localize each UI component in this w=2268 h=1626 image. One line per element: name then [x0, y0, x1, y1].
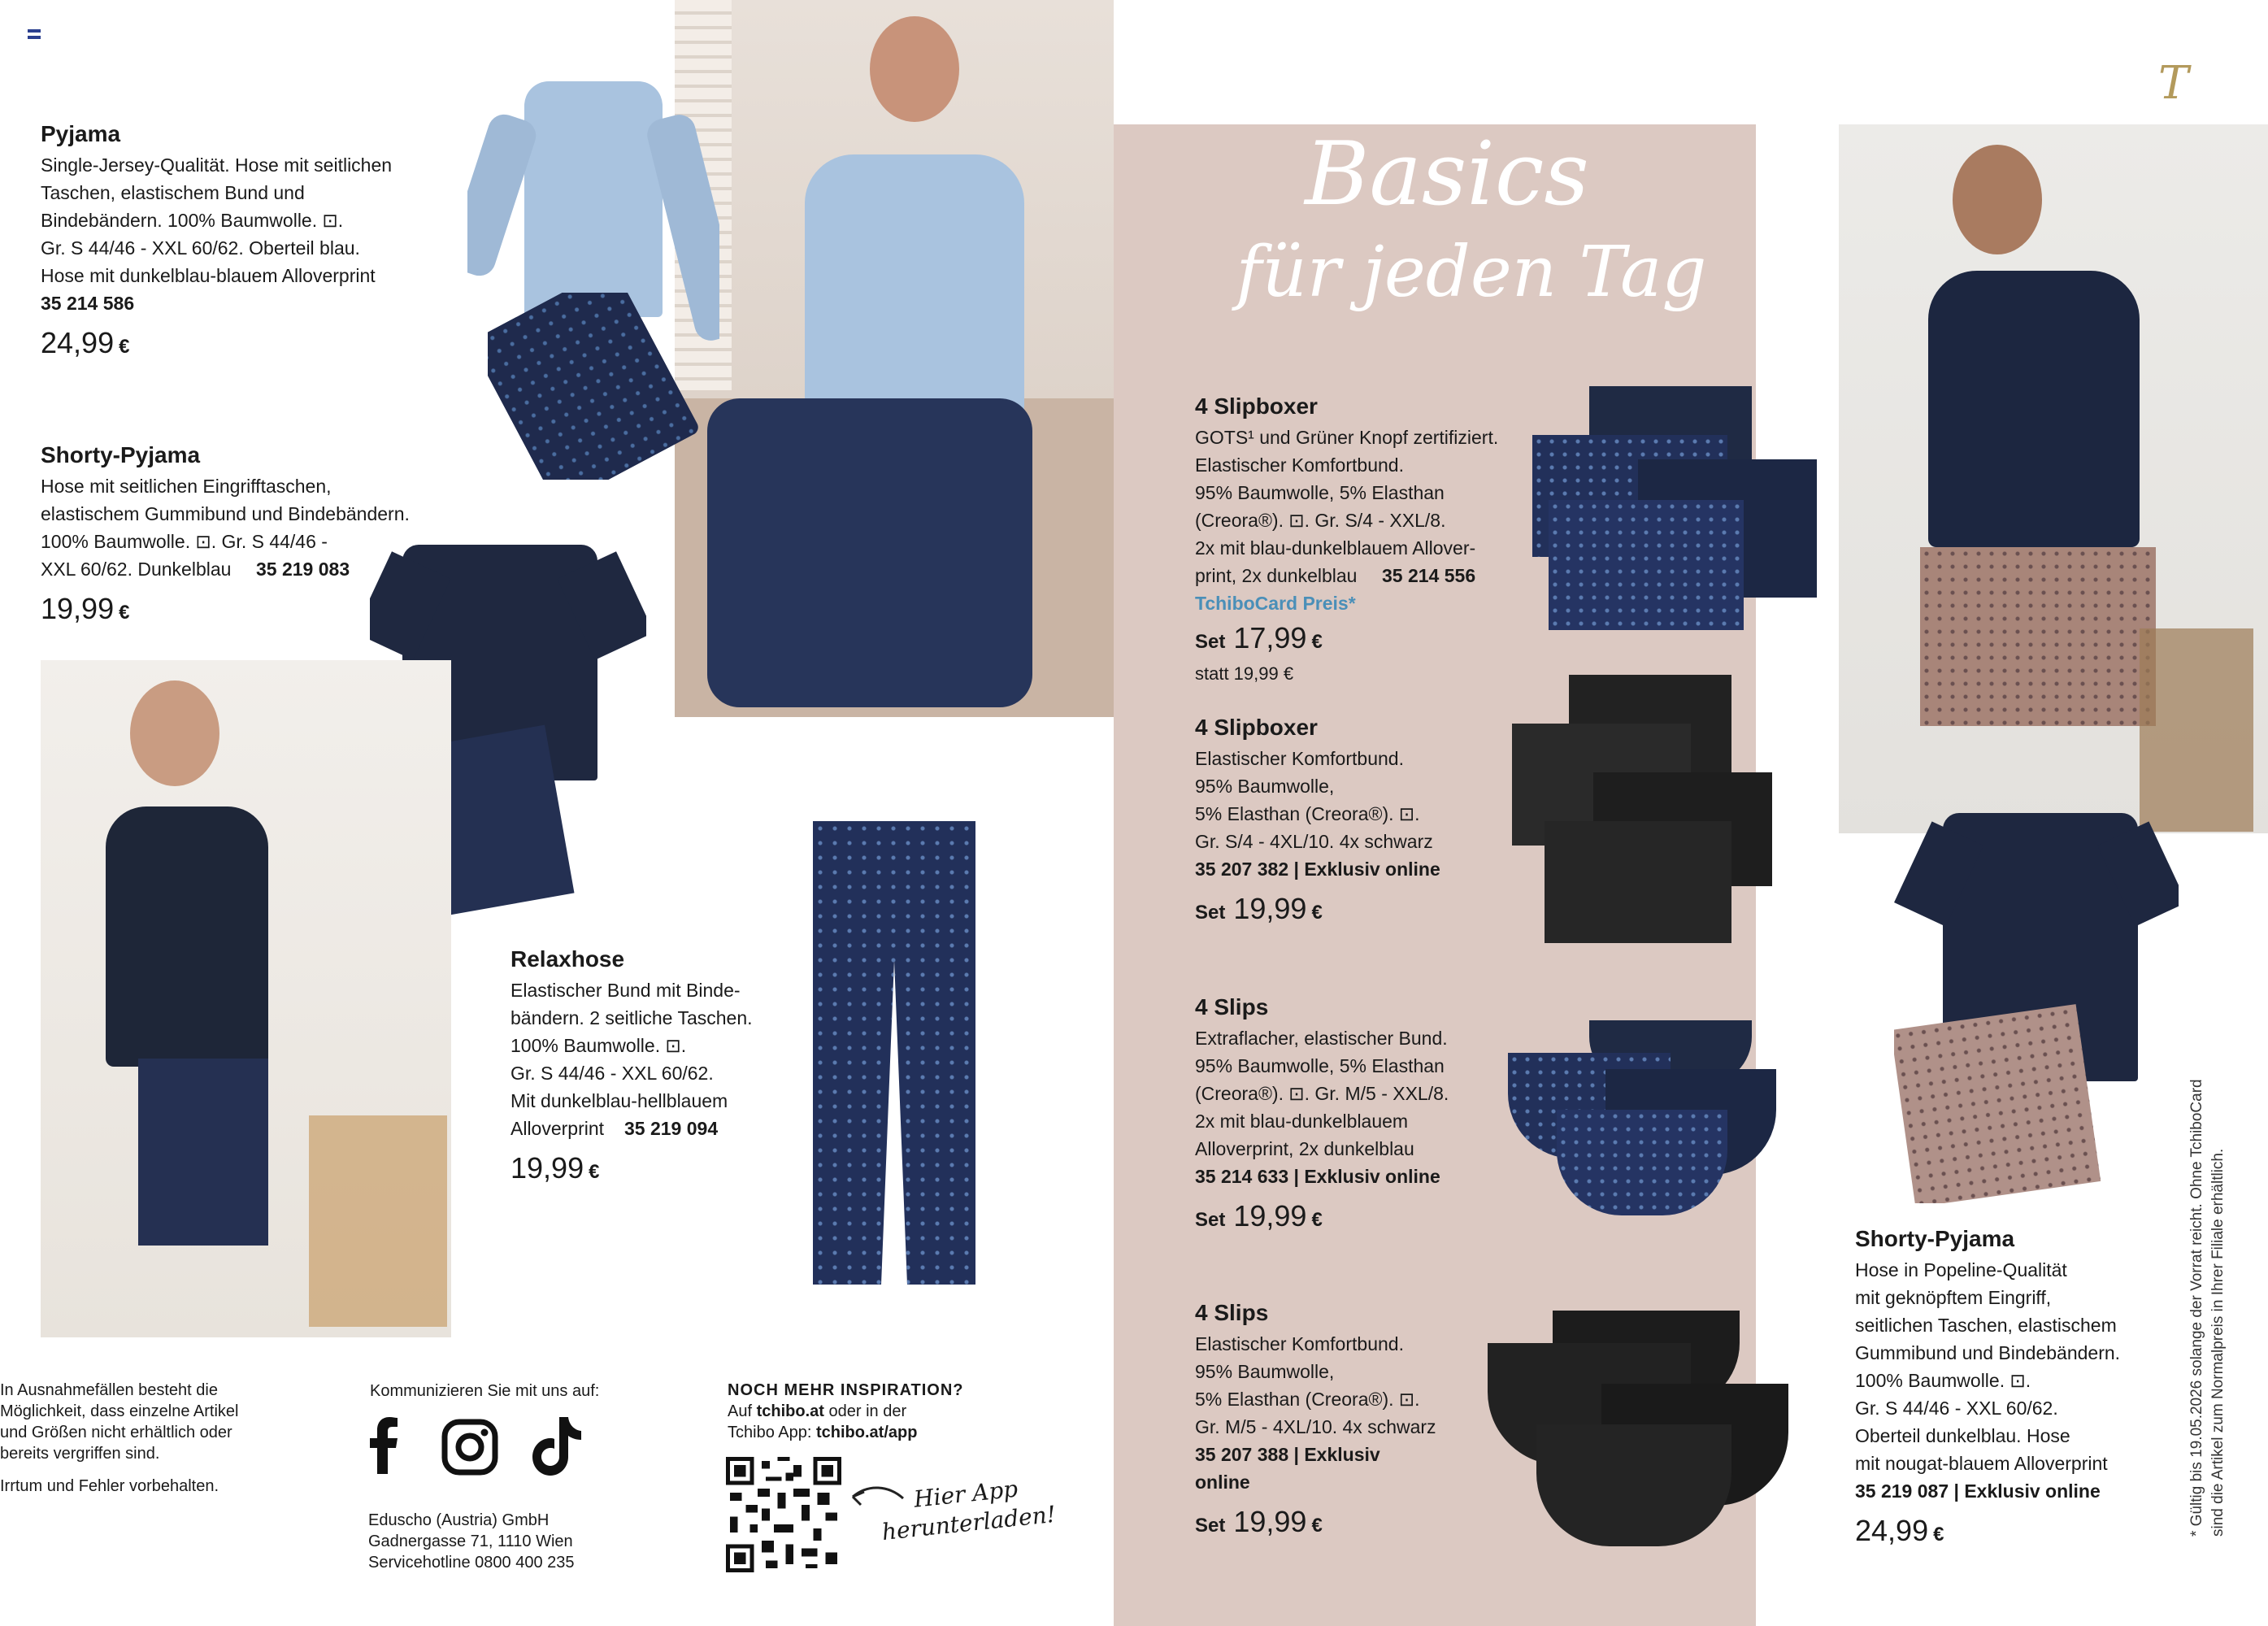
- photo-man-shorty-nougat: [1839, 124, 2268, 833]
- product-slipboxer-black: [1512, 675, 1772, 943]
- tchibocard-price-label: TchiboCard Preis*: [1195, 593, 1356, 614]
- product-title: 4 Slips: [1195, 1300, 1269, 1325]
- website-link[interactable]: tchibo.at: [756, 1402, 824, 1420]
- article-number: 35 207 388 | Exklusiv online: [1195, 1444, 1380, 1493]
- product-description: Elastischer Bund mit Binde- bändern. 2 seitliche Taschen. 100% Baumwolle. ⊡. Gr. S 44/46 - XXL 60/62. Mit dunkelblau-hellblauem Alloverprint: [511, 980, 753, 1139]
- product-description: Single-Jersey-Qualität. Hose mit seitlichen Taschen, elastischem Bund und Bindebändern. 100% Baumwolle. ⊡. Gr. S 44/46 - XXL 60/62. Oberteil blau. Hose mit dunkelblau-blauem Alloverprint: [41, 154, 393, 286]
- availability-disclaimer: In Ausnahmefällen besteht die Möglichkeit, dass einzelne Artikel und Größen nicht erhältlich oder bereits vergriffen sind.: [0, 1381, 239, 1463]
- product-slips-1: [1195, 993, 1520, 1240]
- product-description: Hose in Popeline-Qualität mit geknöpftem Eingriff, seitlichen Taschen, elastischem Gummibund und Bindebändern. 100% Baumwolle. ⊡. Gr. S 44/46 - XXL 60/62. Oberteil dunkelblau. Hose mit nougat-blauem Alloverprint: [1855, 1259, 2121, 1474]
- product-relaxhose: [805, 821, 984, 1285]
- product-shorty-pyjama-nougat: [1894, 813, 2179, 1203]
- product-title: 4 Slipboxer: [1195, 393, 1318, 419]
- inspiration-text: Auf tchibo.at oder in der Tchibo App: tchibo.at/app: [728, 1402, 918, 1441]
- article-number: 35 219 087 | Exklusiv online: [1855, 1480, 2101, 1502]
- product-description: Extraflacher, elastischer Bund. 95% Baumwolle, 5% Elasthan (Creora®). ⊡. Gr. M/5 - XXL/8. 2x mit blau-dunkelblauem Alloverprint, 2x dunkelblau: [1195, 1028, 1449, 1159]
- article-number: 35 214 586: [41, 293, 135, 314]
- product-title: 4 Slipboxer: [1195, 715, 1318, 740]
- product-pyjama-pants: [488, 293, 699, 480]
- product-description: Hose mit seitlichen Eingrifftaschen, elastischem Gummibund und Bindebändern. 100% Baumwolle. ⊡. Gr. S 44/46 - XXL 60/62. Dunkelblau: [41, 476, 410, 580]
- errors-disclaimer: Irrtum und Fehler vorbehalten.: [0, 1477, 219, 1495]
- product-slipboxer-1: [1195, 393, 1545, 686]
- price: 24,99 €: [1855, 1514, 1944, 1547]
- product-title: Pyjama: [41, 121, 121, 146]
- app-link[interactable]: tchibo.at/app: [815, 1424, 918, 1441]
- article-number: 35 207 382 | Exklusiv online: [1195, 859, 1440, 880]
- headline-line1: Basics: [1305, 124, 1589, 225]
- photo-man-pyjama-sofa: [675, 0, 1114, 717]
- price: Set 19,99 €: [1195, 1505, 1323, 1538]
- social-label: Kommunizieren Sie mit uns auf:: [370, 1382, 600, 1400]
- instagram-icon[interactable]: [441, 1419, 498, 1476]
- product-pyjama: [41, 120, 463, 367]
- headline-line2: für jeden Tag: [1236, 232, 1707, 313]
- app-download-note: Hier App herunterladen!: [880, 1475, 1058, 1546]
- qr-code[interactable]: [726, 1457, 841, 1572]
- tchibo-logo[interactable]: T: [2158, 57, 2189, 110]
- company-address: Eduscho (Austria) GmbH Gadnergasse 71, 1110 Wien Servicehotline 0800 400 235: [368, 1511, 575, 1572]
- article-number: 35 214 556: [1382, 565, 1476, 586]
- product-slips-blue: [1508, 1020, 1780, 1220]
- tiktok-icon[interactable]: [532, 1417, 583, 1476]
- flag-icon: [28, 29, 41, 39]
- validity-note: * Gültig bis 19.05.2026 solange der Vorrat reicht. Ohne TchiboCard sind die Artikel zum Normalpreis in Ihrer Filiale erhältlich.: [2188, 1079, 2227, 1537]
- article-number: 35 214 633 | Exklusiv online: [1195, 1166, 1440, 1187]
- price: 19,99 €: [511, 1151, 600, 1185]
- price: Set 17,99 €: [1195, 621, 1323, 654]
- inspiration-title: NOCH MEHR INSPIRATION?: [728, 1381, 964, 1399]
- price: Set 19,99 €: [1195, 1199, 1323, 1233]
- product-title: Shorty-Pyjama: [1855, 1226, 2015, 1251]
- product-slipboxer-2: [1195, 714, 1520, 933]
- photo-man-shorty-pyjama: [41, 660, 451, 1337]
- product-title: Shorty-Pyjama: [41, 442, 201, 467]
- product-shorty-pyjama-2: [1855, 1225, 2180, 1554]
- product-slips-black: [1488, 1311, 1797, 1554]
- price: 19,99 €: [41, 592, 130, 625]
- product-relaxhose-text: [511, 946, 803, 1192]
- regular-price: statt 19,99 €: [1195, 663, 1294, 684]
- facebook-icon[interactable]: [370, 1417, 398, 1474]
- price: 24,99 €: [41, 326, 130, 359]
- product-shorty-pyjama-1: [41, 441, 463, 633]
- product-title: 4 Slips: [1195, 994, 1269, 1020]
- article-number: 35 219 083: [256, 559, 350, 580]
- product-slips-2: [1195, 1299, 1488, 1546]
- product-slipboxer-blue: [1532, 386, 1821, 630]
- product-title: Relaxhose: [511, 946, 625, 972]
- product-description: Elastischer Komfortbund. 95% Baumwolle, 5% Elasthan (Creora®). ⊡. Gr. S/4 - 4XL/10. 4x schwarz: [1195, 748, 1433, 852]
- product-description: Elastischer Komfortbund. 95% Baumwolle, 5% Elasthan (Creora®). ⊡. Gr. M/5 - 4XL/10. 4x schwarz: [1195, 1333, 1436, 1437]
- price: Set 19,99 €: [1195, 892, 1323, 925]
- article-number: 35 219 094: [624, 1118, 719, 1139]
- product-description: GOTS¹ und Grüner Knopf zertifiziert. Elastischer Komfortbund. 95% Baumwolle, 5% Elasthan (Creora®). ⊡. Gr. S/4 - XXL/8. 2x mit blau-dunkelblauem Allover- print, 2x dunkelblau: [1195, 427, 1499, 586]
